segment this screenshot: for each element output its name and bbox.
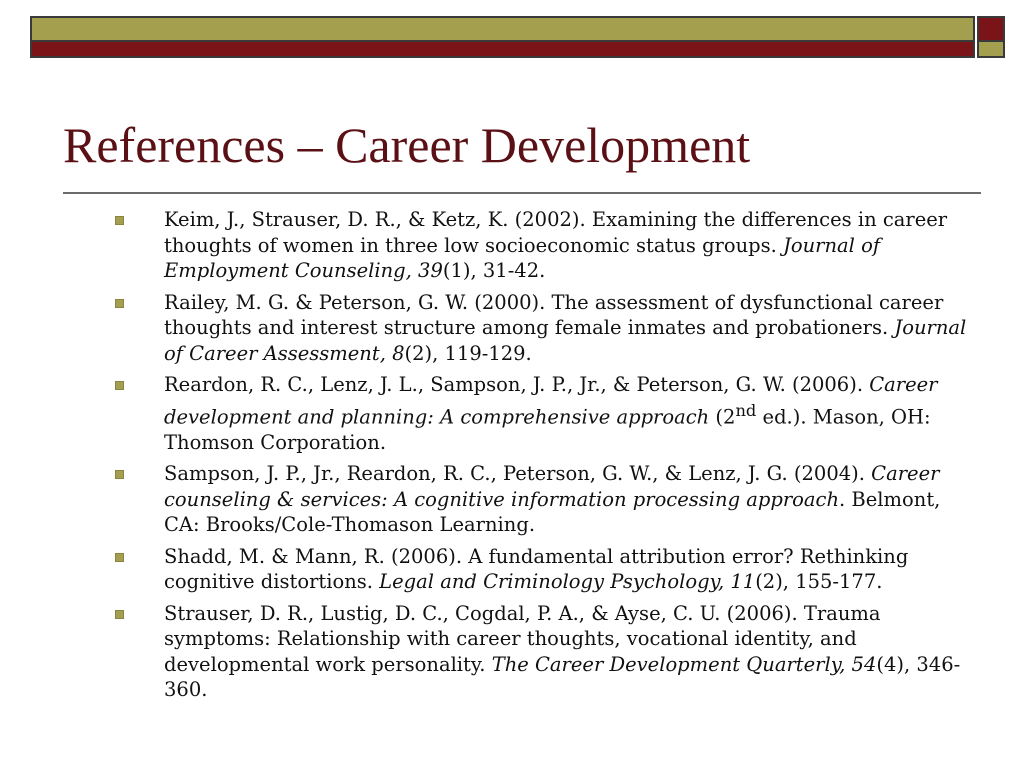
reference-list: [114, 207, 974, 709]
reference-item: [114, 207, 974, 284]
reference-item: [114, 290, 974, 367]
reference-text: Keim, J., Strauser, D. R., & Ketz, K. (2002). Examining the differences in career thoughts of women in three low socioeconomic status groups.: [164, 208, 948, 257]
reference-source: Career development and planning: A comprehensive approach: [164, 373, 938, 428]
reference-text: Strauser, D. R., Lustig, D. C., Cogdal, P. A., & Ayse, C. U. (2006). Trauma symptoms: Relationship with career thoughts, vocational identity, and developmental work personality.: [164, 601, 881, 676]
reference-citation: (4), 346-360.: [164, 652, 961, 701]
square-bullet-icon: [115, 470, 124, 479]
reference-source: Legal and Criminology Psychology, 11: [379, 570, 756, 593]
reference-source: Journal of Employment Counseling, 39: [164, 233, 881, 282]
slide-title: References – Career Development: [63, 117, 751, 173]
reference-text: Shadd, M. & Mann, R. (2006). A fundamental attribution error? Rethinking cognitive distortions.: [164, 544, 909, 593]
reference-superscript: nd: [735, 400, 757, 420]
reference-item: [114, 461, 974, 538]
header-band-maroon: [30, 42, 975, 58]
square-bullet-icon: [115, 610, 124, 619]
reference-source: Journal of Career Assessment, 8: [164, 316, 967, 365]
title-divider: [63, 192, 981, 194]
reference-citation: . Belmont, CA: Brooks/Cole-Thomason Learning.: [164, 487, 941, 536]
reference-source: Career counseling & services: A cognitive information processing approach: [164, 462, 940, 511]
reference-text: Reardon, R. C., Lenz, J. L., Sampson, J. P., Jr., & Peterson, G. W. (2006).: [164, 373, 870, 396]
reference-source: The Career Development Quarterly, 54: [491, 652, 877, 676]
reference-citation-rest: ed.). Mason, OH: Thomson Corporation.: [164, 405, 931, 454]
decorative-header-band: [30, 16, 1005, 58]
square-bullet-icon: [115, 216, 124, 225]
reference-text: Sampson, J. P., Jr., Reardon, R. C., Peterson, G. W., & Lenz, J. G. (2004).: [164, 462, 872, 485]
square-bullet-icon: [115, 381, 124, 390]
header-band-olive: [30, 16, 975, 42]
reference-text: Railey, M. G. & Peterson, G. W. (2000). The assessment of dysfunctional career thoughts and interest structure among female inmates and probationers.: [164, 290, 944, 339]
reference-citation: (2), 119-129.: [404, 341, 532, 365]
reference-item: [114, 544, 974, 595]
header-corner-square-maroon: [977, 16, 1005, 42]
reference-citation: (2), 155-177.: [755, 570, 883, 593]
reference-item: [114, 372, 974, 455]
reference-citation: (2: [709, 405, 736, 428]
reference-citation: (1), 31-42.: [442, 259, 546, 282]
header-corner-square-olive: [977, 42, 1005, 58]
square-bullet-icon: [115, 299, 124, 308]
reference-item: [114, 601, 974, 703]
square-bullet-icon: [115, 553, 124, 562]
